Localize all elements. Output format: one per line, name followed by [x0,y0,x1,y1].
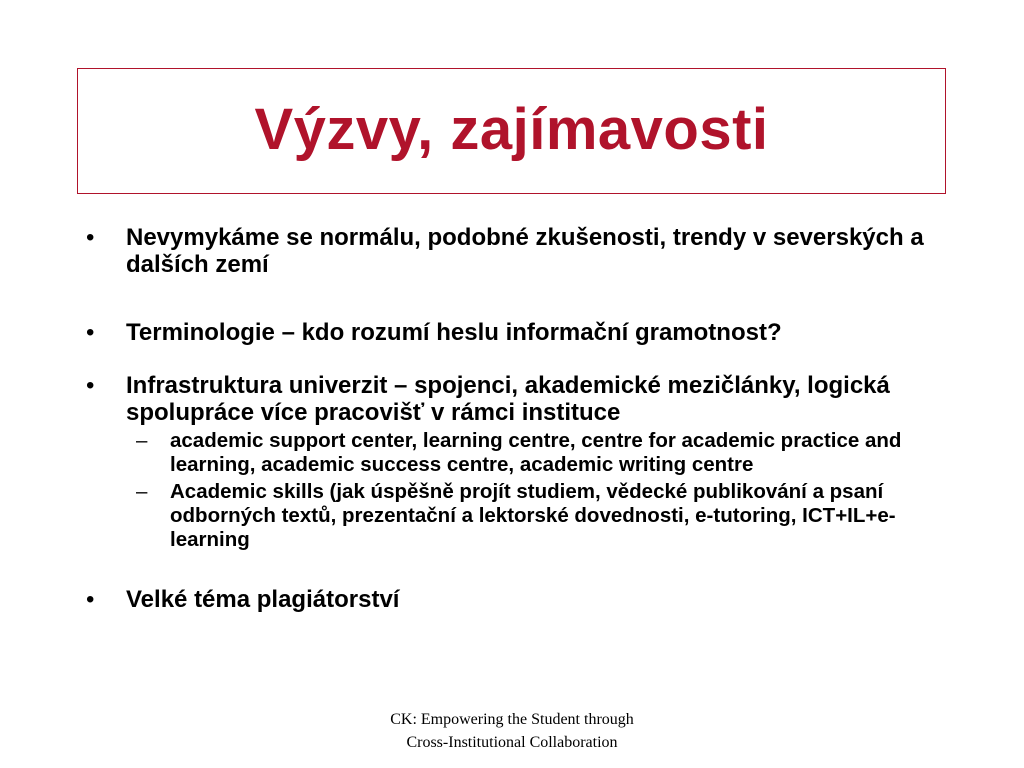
sub-bullet-item [86,429,946,477]
sub-bullet-text: academic support center, learning centre, centre for academic practice and learning, academic success centre, academic writing centre [170,429,902,476]
footer-line: Cross-Institutional Collaboration [406,734,618,751]
bullet-marker: • [86,224,95,251]
bullet-text: Infrastruktura univerzit – spojenci, akademické mezičlánky, logická spolupráce více pracovišť v rámci instituce [126,372,890,426]
bullet-marker: • [86,372,95,399]
bullet-item [86,224,946,278]
sub-bullet-text: Academic skills (jak úspěšně projít studiem, vědecké publikování a psaní odborných textů, prezentační a lektorské dovednosti, e-tutoring, ICT+IL+e-learning [170,480,896,551]
sub-bullet-marker: – [136,429,148,452]
sub-bullet-list [86,429,946,552]
bullet-item [86,586,946,613]
title-box [77,68,946,194]
bullet-item [86,319,946,346]
bullet-text: Velké téma plagiátorství [126,586,400,613]
bullet-text: Nevymykáme se normálu, podobné zkušenosti, trendy v severských a dalších zemí [126,224,924,278]
bullet-text: Terminologie – kdo rozumí heslu informační gramotnost? [126,319,782,346]
sub-bullet-marker: – [136,480,148,503]
slide-content [86,224,946,613]
sub-bullet-item [86,480,946,552]
footer-line: CK: Empowering the Student through [390,711,634,728]
bullet-item [86,372,946,426]
slide-title: Výzvy, zajímavosti [254,96,769,162]
bullet-marker: • [86,319,95,346]
bullet-marker: • [86,586,95,613]
slide-footer [312,708,712,754]
